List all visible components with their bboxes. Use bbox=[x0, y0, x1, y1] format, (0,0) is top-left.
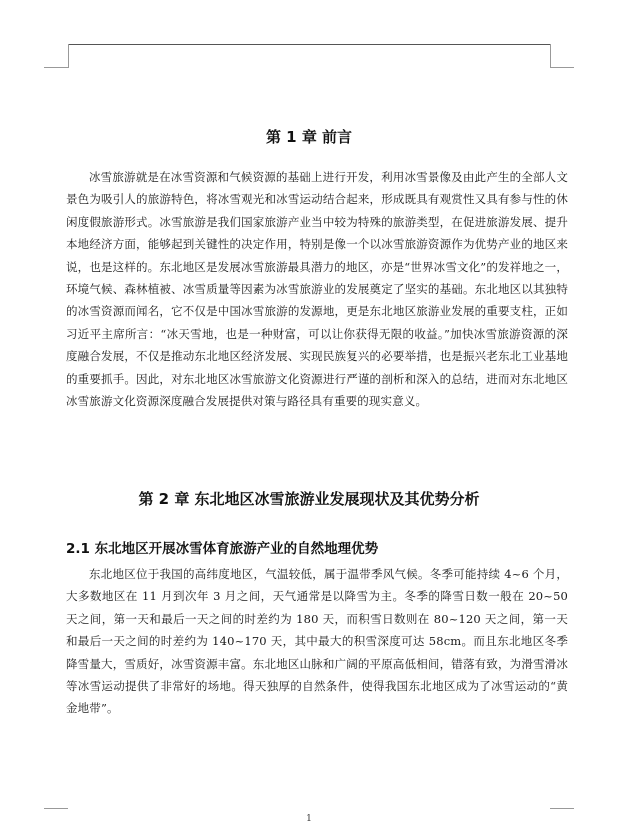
section-2-1-title: 2.1 东北地区开展冰雪体育旅游产业的自然地理优势 bbox=[66, 541, 379, 557]
chapter-1-paragraph: 冰雪旅游就是在冰雪资源和气候资源的基础上进行开发，利用冰雪景像及由此产生的全部人文景色为吸引人的旅游特色，将冰雪观光和冰雪运动结合起来，形成既具有观赏性又具有参与性的休闲度假旅游形式。冰雪旅游是我们国家旅游产业当中较为特殊的旅游类型，在促进旅游发展、提升本地经济方面，能够起到关键性的决定作用，特别是像一个以冰雪旅游资源作为优势产业的地区来说，也是这样的。东北地区是发展冰雪旅游最具潜力的地区，亦是“世界冰雪文化”的发祥地之一，环境气候、森林植被、冰雪质量等因素为冰雪旅游业的发展奠定了坚实的基础。东北地区以其独特的冰雪资源而闻名，它不仅是中国冰雪旅游的发源地，更是东北地区旅游业发展的重要支柱，正如习近平主席所言：“冰天雪地，也是一种财富，可以让你获得无限的收益。”加快冰雪旅游资源的深度融合发展，不仅是推动东北地区经济发展、实现民族复兴的必要举措，也是振兴老东北工业基地的重要抓手。因此，对东北地区冰雪旅游文化资源进行严谨的剖析和深入的总结，进而对东北地区冰雪旅游文化资源深度融合发展提供对策与路径具有重要的现实意义。 bbox=[66, 170, 568, 409]
chapter-1-title: 第 1 章 前言 bbox=[265, 128, 353, 146]
crop-mark bbox=[68, 44, 69, 68]
crop-mark bbox=[550, 67, 574, 68]
crop-mark bbox=[44, 67, 68, 68]
section-2-1-paragraph: 东北地区位于我国的高纬度地区，气温较低，属于温带季风气候。冬季可能持续 4~6 个月，大多数地区在 11 月到次年 3 月之间，天气通常是以降雪为主。冬季的降雪日数一般在 20~50 天之间，第一天和最后一天之间的时差约为 180 天，而积雪日数则在 80~120 天之间，第一天和最后一天之间的时差约为 140~170 天，其中最大的积雪深度可达 58cm。而且东北地区冬季降雪量大，雪质好，冰雪资源丰富。东北地区山脉和广阔的平原高低相间，错落有致，为滑雪滑冰等冰雪运动提供了非常好的场地。得天独厚的自然条件，使得我国东北地区成为了冰雪运动的“黄金地带”。 bbox=[66, 567, 568, 716]
chapter-2-title: 第 2 章 东北地区冰雪旅游业发展现状及其优势分析 bbox=[138, 490, 480, 508]
crop-mark bbox=[550, 44, 551, 68]
crop-mark bbox=[44, 808, 68, 809]
crop-mark bbox=[550, 808, 574, 809]
header-rule bbox=[68, 44, 550, 45]
page-number: 1 bbox=[306, 814, 312, 824]
